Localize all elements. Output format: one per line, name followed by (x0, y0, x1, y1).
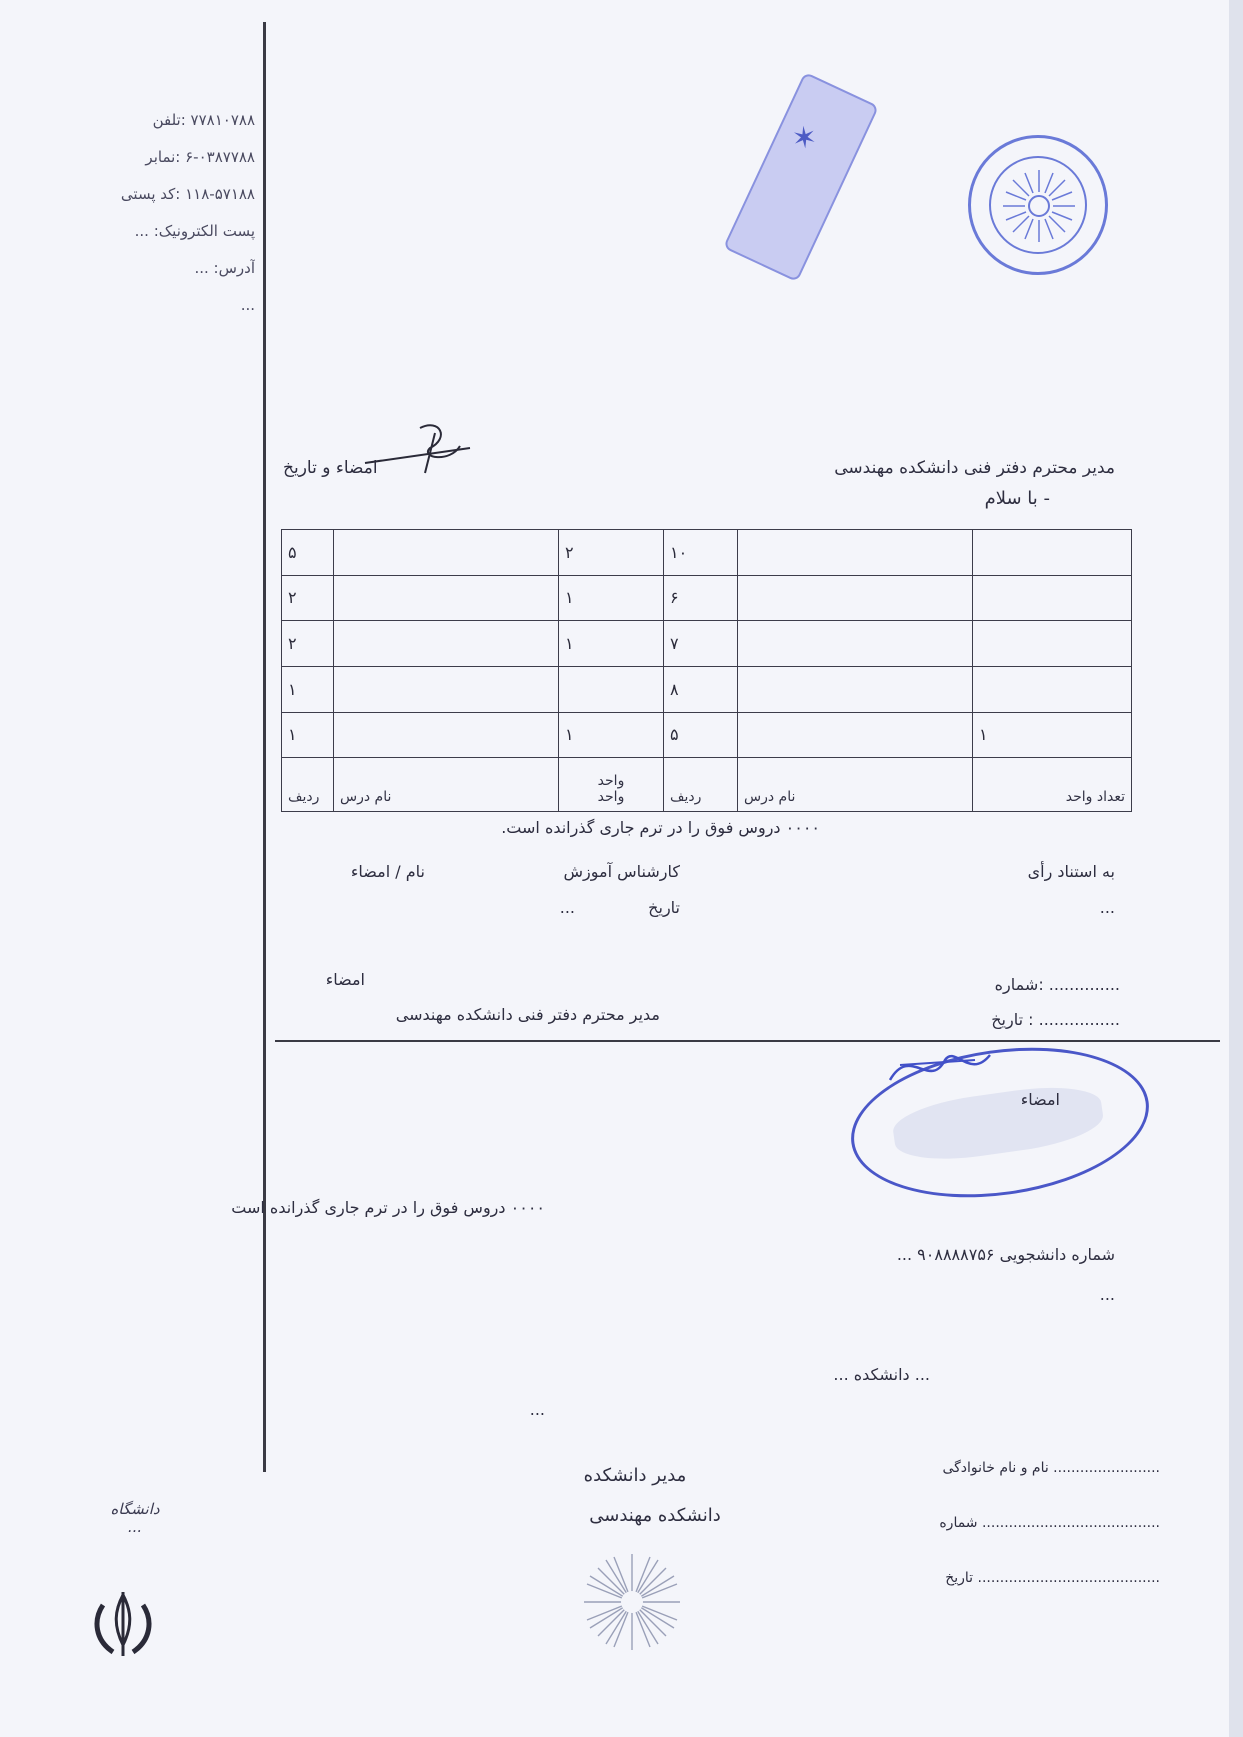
paragraph-2: ۰۰۰۰ دروس فوق را در ترم جاری گذرانده است (231, 1198, 545, 1217)
cell-course (334, 575, 559, 621)
margin-rule (263, 22, 266, 1472)
cell-course2 (738, 712, 973, 758)
section-divider (275, 1040, 1220, 1042)
cell-unit: ۱ (559, 712, 664, 758)
cell-grade: ۲ (282, 575, 334, 621)
footer-name-field: نام و نام خانوادگی ........................ (942, 1460, 1160, 1476)
table-row (282, 712, 1132, 758)
letter-greeting: با سلام - (984, 488, 1050, 509)
label-based-on: به استناد رأی (1027, 862, 1115, 881)
university-emblem-icon (582, 1552, 682, 1652)
cell-course2 (738, 621, 973, 667)
cell-grade: ۵ (282, 530, 334, 576)
stamp-mark: ✶ (784, 118, 827, 157)
line-a: ... (559, 898, 575, 917)
ministry-text-line2: ... (127, 1518, 143, 1536)
header-col4: ردیف (664, 758, 738, 812)
cell-course2 (738, 575, 973, 621)
recipient-line-repeat: مدیر محترم دفتر فنی دانشکده مهندسی (395, 1005, 660, 1024)
header-col3 (559, 758, 664, 812)
paragraph-4: ... (1099, 1285, 1115, 1304)
cell-num: ۵ (664, 712, 738, 758)
date-field: تاریخ : ................ (991, 1010, 1120, 1029)
cell-course (334, 712, 559, 758)
letterhead-sidebar (30, 110, 255, 332)
table-row (282, 575, 1132, 621)
sidebar-line-phone: ۷۷۸۱۰۷۸۸ :تلفن (152, 111, 255, 129)
header-col5: نام درس (738, 758, 973, 812)
cell-unit: ۱ (559, 621, 664, 667)
cell-course2 (738, 530, 973, 576)
header-col1: ردیف (282, 758, 334, 812)
seal-sunburst-icon (1001, 168, 1077, 244)
cell-unit (559, 666, 664, 712)
table-header-row (282, 758, 1132, 812)
cell-unit: ۱ (559, 575, 664, 621)
sidebar-line-extra: ... (240, 296, 255, 314)
footer-title-1: مدیر دانشکده (583, 1465, 687, 1486)
cell-unit2: ۱ (973, 712, 1132, 758)
courses-table (281, 529, 1132, 812)
ministry-text (40, 1500, 230, 1536)
footer-title-2: دانشکده مهندسی (589, 1505, 721, 1526)
number-field: شماره: .............. (994, 975, 1120, 994)
paragraph-3: شماره دانشجویی ۹۰۸۸۸۸۷۵۶ ... (896, 1245, 1115, 1264)
cell-num: ۸ (664, 666, 738, 712)
footer-number-field: شماره ........................................ (939, 1515, 1160, 1531)
cell-unit2 (973, 621, 1132, 667)
cell-num: ۶ (664, 575, 738, 621)
label-name-signature: نام / امضاء (350, 862, 425, 881)
signature-caption: امضاء و تاریخ (283, 458, 378, 478)
stamp-caption: امضاء (1020, 1090, 1060, 1109)
cell-grade: ۲ (282, 621, 334, 667)
scan-edge (1229, 0, 1243, 1737)
table-row (282, 621, 1132, 667)
national-emblem-icon (85, 1590, 161, 1660)
cell-num: ۷ (664, 621, 738, 667)
cell-unit2 (973, 575, 1132, 621)
cell-grade: ۱ (282, 712, 334, 758)
paragraph-5: ... دانشکده ... (833, 1365, 930, 1384)
cell-unit2 (973, 530, 1132, 576)
footer-date-field: تاریخ ......................................... (945, 1570, 1160, 1586)
paragraph-courses-passed: ۰۰۰۰ دروس فوق را در ترم جاری گذرانده است. (501, 818, 820, 837)
cell-unit2 (973, 666, 1132, 712)
label-expert: کارشناس آموزش (563, 862, 680, 881)
paragraph-6: ... (529, 1400, 545, 1419)
header-col6: تعداد واحد (973, 758, 1132, 812)
sidebar-line-email: پست الکترونیک: ... (134, 222, 255, 240)
line-date: تاریخ (648, 898, 680, 917)
university-seal-stamp (968, 135, 1108, 275)
sidebar-line-fax: ۶-۰۳۸۷۷۸۸ :نمابر (145, 148, 255, 166)
signature-top (360, 418, 480, 478)
letter-recipient-line: مدیر محترم دفتر فنی دانشکده مهندسی (834, 458, 1115, 478)
header-col2: نام درس (334, 758, 559, 812)
line-c: ... (1099, 898, 1115, 917)
sidebar-line-postal: ۱۱۸-۵۷۱۸۸ :کد پستی (120, 185, 255, 203)
table-row (282, 666, 1132, 712)
cell-unit: ۲ (559, 530, 664, 576)
cell-course (334, 666, 559, 712)
sidebar-line-address: آدرس: ... (194, 259, 255, 277)
cell-grade: ۱ (282, 666, 334, 712)
cell-course (334, 530, 559, 576)
ministry-text-line1: دانشگاه (110, 1500, 160, 1518)
header-col3-sub: واحد (597, 773, 625, 789)
cell-num: ۱۰ (664, 530, 738, 576)
cell-course2 (738, 666, 973, 712)
header-col3-label: واحد (597, 789, 625, 805)
signature-label: امضاء (325, 970, 365, 989)
table-row (282, 530, 1132, 576)
cell-course (334, 621, 559, 667)
